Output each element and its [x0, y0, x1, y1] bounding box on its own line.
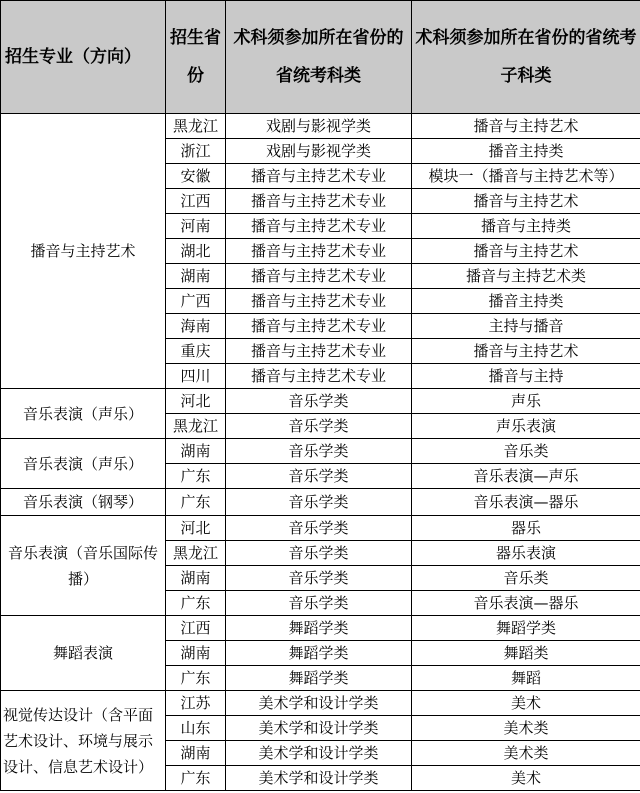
exam-category-cell: 播音与主持艺术专业 — [226, 339, 412, 364]
province-cell: 江西 — [166, 616, 226, 641]
table-row — [1, 439, 640, 464]
exam-subcategory-cell: 音乐表演—器乐 — [412, 489, 640, 516]
table-row — [1, 114, 640, 139]
province-cell: 湖南 — [166, 741, 226, 766]
header-exam-subcategory: 术科须参加所在省份的省统考子科类 — [412, 1, 640, 114]
province-cell: 黑龙江 — [166, 114, 226, 139]
major-cell: 舞蹈表演 — [1, 616, 166, 691]
exam-subcategory-cell: 播音主持类 — [412, 289, 640, 314]
exam-category-cell: 播音与主持艺术专业 — [226, 164, 412, 189]
major-cell: 播音与主持艺术 — [1, 114, 166, 389]
exam-subcategory-cell: 舞蹈 — [412, 666, 640, 691]
exam-category-cell: 音乐学类 — [226, 464, 412, 489]
province-cell: 广东 — [166, 464, 226, 489]
exam-category-cell: 音乐学类 — [226, 541, 412, 566]
exam-category-cell: 戏剧与影视学类 — [226, 114, 412, 139]
province-cell: 广东 — [166, 766, 226, 791]
exam-subcategory-cell: 播音与主持艺术 — [412, 239, 640, 264]
exam-subcategory-cell: 音乐表演—器乐 — [412, 591, 640, 616]
province-cell: 河南 — [166, 214, 226, 239]
exam-category-cell: 舞蹈学类 — [226, 641, 412, 666]
province-cell: 湖北 — [166, 239, 226, 264]
province-cell: 湖南 — [166, 264, 226, 289]
exam-subcategory-cell: 器乐 — [412, 516, 640, 541]
province-cell: 黑龙江 — [166, 414, 226, 439]
province-cell: 重庆 — [166, 339, 226, 364]
exam-category-cell: 播音与主持艺术专业 — [226, 289, 412, 314]
exam-subcategory-cell: 主持与播音 — [412, 314, 640, 339]
exam-category-cell: 播音与主持艺术专业 — [226, 239, 412, 264]
province-cell: 湖南 — [166, 641, 226, 666]
exam-category-cell: 播音与主持艺术专业 — [226, 189, 412, 214]
province-cell: 广西 — [166, 289, 226, 314]
exam-subcategory-cell: 声乐 — [412, 389, 640, 414]
exam-subcategory-cell: 播音与主持艺术 — [412, 339, 640, 364]
exam-subcategory-cell: 美术类 — [412, 716, 640, 741]
exam-subcategory-cell: 音乐类 — [412, 566, 640, 591]
table-row — [1, 691, 640, 716]
province-cell: 广东 — [166, 489, 226, 516]
province-cell: 广东 — [166, 591, 226, 616]
exam-subcategory-cell: 声乐表演 — [412, 414, 640, 439]
header-province: 招生省份 — [166, 1, 226, 114]
province-cell: 海南 — [166, 314, 226, 339]
exam-subcategory-cell: 模块一（播音与主持艺术等） — [412, 164, 640, 189]
exam-category-cell: 美术学和设计学类 — [226, 691, 412, 716]
table-body — [1, 114, 640, 791]
major-cell: 音乐表演（声乐） — [1, 439, 166, 489]
exam-category-cell: 美术学和设计学类 — [226, 716, 412, 741]
province-cell: 浙江 — [166, 139, 226, 164]
exam-category-cell: 音乐学类 — [226, 389, 412, 414]
province-cell: 湖南 — [166, 566, 226, 591]
exam-category-cell: 美术学和设计学类 — [226, 741, 412, 766]
exam-subcategory-cell: 舞蹈学类 — [412, 616, 640, 641]
exam-category-cell: 播音与主持艺术专业 — [226, 364, 412, 389]
exam-subcategory-cell: 器乐表演 — [412, 541, 640, 566]
exam-category-cell: 播音与主持艺术专业 — [226, 214, 412, 239]
exam-category-cell: 音乐学类 — [226, 489, 412, 516]
major-cell: 视觉传达设计（含平面艺术设计、环境与展示设计、信息艺术设计） — [1, 691, 166, 791]
province-cell: 湖南 — [166, 439, 226, 464]
province-cell: 山东 — [166, 716, 226, 741]
exam-subcategory-cell: 美术 — [412, 766, 640, 791]
exam-subcategory-cell: 美术类 — [412, 741, 640, 766]
header-major: 招生专业（方向） — [1, 1, 166, 114]
exam-category-cell: 戏剧与影视学类 — [226, 139, 412, 164]
exam-subcategory-cell: 播音与主持类 — [412, 214, 640, 239]
province-cell: 河北 — [166, 516, 226, 541]
exam-category-cell: 音乐学类 — [226, 591, 412, 616]
exam-subcategory-cell: 播音与主持 — [412, 364, 640, 389]
major-cell: 音乐表演（声乐） — [1, 389, 166, 439]
table-row — [1, 516, 640, 541]
table-row — [1, 616, 640, 641]
province-cell: 安徽 — [166, 164, 226, 189]
exam-category-cell: 舞蹈学类 — [226, 666, 412, 691]
province-cell: 广东 — [166, 666, 226, 691]
province-cell: 江西 — [166, 189, 226, 214]
province-cell: 河北 — [166, 389, 226, 414]
exam-category-cell: 美术学和设计学类 — [226, 766, 412, 791]
exam-subcategory-cell: 播音与主持艺术 — [412, 114, 640, 139]
exam-category-cell: 播音与主持艺术专业 — [226, 314, 412, 339]
exam-category-cell: 音乐学类 — [226, 566, 412, 591]
exam-subcategory-cell: 播音与主持艺术 — [412, 189, 640, 214]
major-cell: 音乐表演（音乐国际传播） — [1, 516, 166, 616]
table-row — [1, 489, 640, 516]
exam-subcategory-cell: 播音与主持艺术类 — [412, 264, 640, 289]
exam-category-cell: 播音与主持艺术专业 — [226, 264, 412, 289]
province-cell: 四川 — [166, 364, 226, 389]
exam-category-cell: 舞蹈学类 — [226, 616, 412, 641]
exam-subcategory-cell: 美术 — [412, 691, 640, 716]
exam-subcategory-cell: 音乐类 — [412, 439, 640, 464]
exam-subcategory-cell: 播音主持类 — [412, 139, 640, 164]
header-row — [1, 1, 640, 114]
exam-category-cell: 音乐学类 — [226, 439, 412, 464]
exam-subcategory-cell: 舞蹈类 — [412, 641, 640, 666]
province-cell: 黑龙江 — [166, 541, 226, 566]
exam-subcategory-cell: 音乐表演—声乐 — [412, 464, 640, 489]
major-cell: 音乐表演（钢琴） — [1, 489, 166, 516]
table-row — [1, 389, 640, 414]
exam-category-cell: 音乐学类 — [226, 516, 412, 541]
exam-category-cell: 音乐学类 — [226, 414, 412, 439]
province-cell: 江苏 — [166, 691, 226, 716]
header-exam-category: 术科须参加所在省份的省统考科类 — [226, 1, 412, 114]
